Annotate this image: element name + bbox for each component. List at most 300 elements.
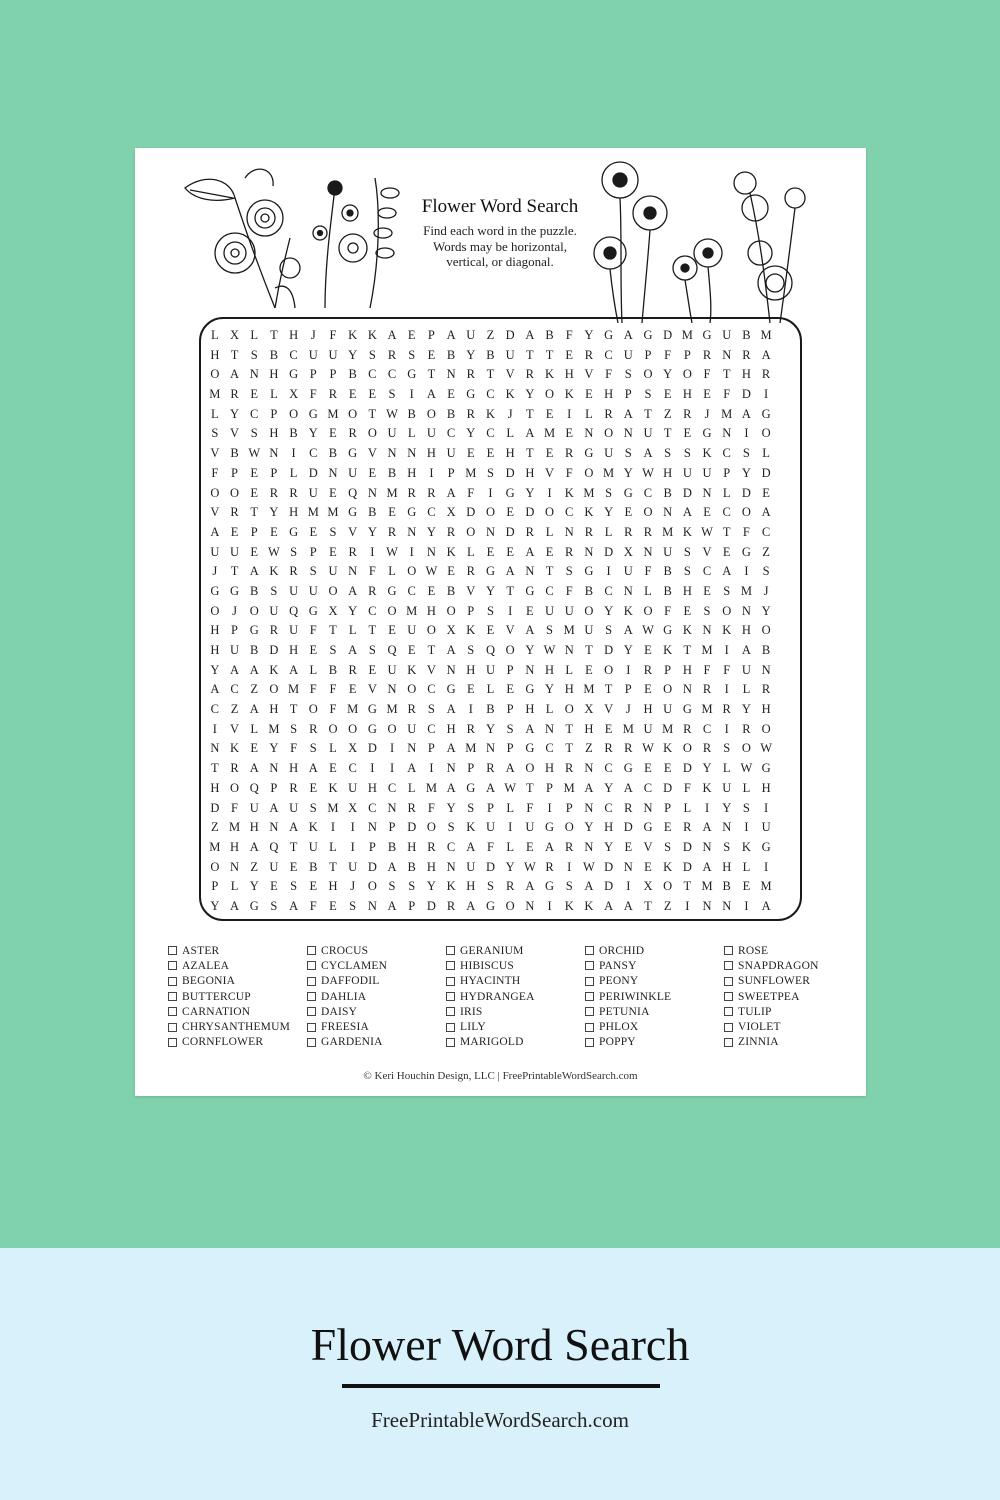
grid-letter[interactable]: E bbox=[466, 446, 475, 461]
grid-letter[interactable]: F bbox=[703, 367, 711, 382]
grid-letter[interactable]: Y bbox=[426, 879, 436, 894]
grid-letter[interactable]: E bbox=[486, 623, 495, 638]
grid-letter[interactable]: D bbox=[269, 643, 279, 657]
word-item[interactable] bbox=[307, 1004, 446, 1019]
grid-letter[interactable]: T bbox=[506, 583, 514, 598]
grid-letter[interactable]: B bbox=[722, 879, 731, 894]
grid-letter[interactable]: I bbox=[389, 761, 395, 776]
banner-url[interactable]: FreePrintableWordSearch.com bbox=[371, 1408, 629, 1432]
grid-letter[interactable]: G bbox=[485, 564, 495, 579]
grid-letter[interactable]: B bbox=[663, 485, 672, 500]
grid-letter[interactable]: N bbox=[545, 721, 555, 736]
grid-letter[interactable]: C bbox=[486, 426, 495, 441]
grid-letter[interactable]: J bbox=[232, 603, 237, 618]
grid-letter[interactable]: Y bbox=[722, 800, 732, 815]
grid-letter[interactable]: S bbox=[467, 800, 475, 815]
grid-letter[interactable]: E bbox=[624, 839, 633, 854]
grid-letter[interactable]: A bbox=[249, 761, 259, 776]
grid-letter[interactable]: G bbox=[702, 328, 712, 342]
grid-letter[interactable]: A bbox=[249, 839, 259, 854]
grid-letter[interactable]: O bbox=[407, 564, 417, 579]
grid-letter[interactable]: R bbox=[348, 544, 357, 559]
grid-letter[interactable]: A bbox=[289, 898, 299, 913]
grid-letter[interactable]: Y bbox=[466, 347, 476, 362]
grid-letter[interactable]: R bbox=[742, 347, 751, 362]
grid-letter[interactable]: R bbox=[328, 387, 338, 402]
grid-letter[interactable]: G bbox=[289, 367, 299, 382]
word-checkbox[interactable] bbox=[446, 961, 455, 970]
grid-letter[interactable]: G bbox=[210, 583, 220, 598]
grid-letter[interactable]: A bbox=[249, 662, 259, 677]
grid-letter[interactable]: I bbox=[567, 859, 572, 874]
grid-letter[interactable]: G bbox=[525, 741, 535, 756]
grid-letter[interactable]: E bbox=[506, 544, 514, 559]
grid-letter[interactable]: L bbox=[230, 879, 239, 894]
grid-letter[interactable]: H bbox=[269, 367, 279, 382]
grid-letter[interactable]: D bbox=[682, 761, 692, 776]
grid-letter[interactable]: K bbox=[564, 898, 574, 913]
grid-letter[interactable]: U bbox=[722, 328, 732, 342]
grid-letter[interactable]: A bbox=[525, 426, 535, 441]
grid-letter[interactable]: A bbox=[348, 583, 358, 598]
grid-letter[interactable]: N bbox=[387, 800, 397, 815]
grid-letter[interactable]: E bbox=[703, 583, 711, 598]
grid-letter[interactable]: C bbox=[604, 347, 613, 362]
grid-letter[interactable]: E bbox=[585, 662, 593, 677]
grid-letter[interactable]: W bbox=[543, 643, 556, 657]
grid-letter[interactable]: Z bbox=[663, 898, 672, 913]
word-item[interactable] bbox=[585, 989, 724, 1004]
grid-letter[interactable]: H bbox=[505, 446, 515, 461]
grid-letter[interactable]: P bbox=[211, 879, 219, 894]
grid-letter[interactable]: E bbox=[309, 643, 318, 657]
grid-letter[interactable]: H bbox=[741, 367, 751, 382]
grid-letter[interactable]: X bbox=[230, 328, 240, 342]
grid-letter[interactable]: K bbox=[446, 544, 456, 559]
grid-letter[interactable]: M bbox=[327, 800, 339, 815]
grid-letter[interactable]: L bbox=[407, 780, 416, 795]
grid-letter[interactable]: O bbox=[426, 623, 436, 638]
grid-letter[interactable]: O bbox=[584, 603, 594, 618]
grid-letter[interactable]: W bbox=[701, 524, 713, 539]
grid-letter[interactable]: F bbox=[329, 328, 337, 342]
grid-letter[interactable]: M bbox=[563, 780, 575, 795]
grid-letter[interactable]: R bbox=[584, 347, 594, 362]
grid-letter[interactable]: R bbox=[466, 367, 475, 382]
grid-letter[interactable]: V bbox=[230, 721, 240, 736]
grid-letter[interactable]: A bbox=[584, 879, 594, 894]
grid-letter[interactable]: I bbox=[409, 544, 414, 559]
grid-letter[interactable]: W bbox=[642, 741, 654, 756]
grid-letter[interactable]: L bbox=[506, 800, 514, 815]
word-checkbox[interactable] bbox=[724, 1038, 733, 1047]
grid-letter[interactable]: E bbox=[762, 485, 770, 500]
grid-letter[interactable]: B bbox=[269, 347, 279, 362]
grid-letter[interactable]: D bbox=[210, 800, 220, 815]
grid-letter[interactable]: G bbox=[466, 780, 476, 795]
grid-letter[interactable]: N bbox=[584, 800, 594, 815]
grid-letter[interactable]: P bbox=[664, 662, 672, 677]
grid-letter[interactable]: P bbox=[309, 544, 317, 559]
grid-letter[interactable]: O bbox=[643, 505, 653, 520]
grid-letter[interactable]: S bbox=[644, 387, 652, 402]
grid-letter[interactable]: O bbox=[682, 367, 692, 382]
grid-letter[interactable]: E bbox=[703, 505, 711, 520]
grid-letter[interactable]: A bbox=[308, 761, 318, 776]
grid-letter[interactable]: B bbox=[289, 426, 298, 441]
grid-letter[interactable]: H bbox=[426, 859, 436, 874]
grid-letter[interactable]: A bbox=[485, 780, 495, 795]
grid-letter[interactable]: F bbox=[309, 682, 317, 697]
grid-letter[interactable]: E bbox=[506, 505, 514, 520]
grid-letter[interactable]: L bbox=[644, 583, 652, 598]
grid-letter[interactable]: I bbox=[212, 721, 217, 736]
grid-letter[interactable]: M bbox=[760, 328, 772, 342]
grid-letter[interactable]: Z bbox=[230, 702, 239, 717]
grid-letter[interactable]: L bbox=[545, 524, 554, 539]
grid-letter[interactable]: Z bbox=[250, 859, 259, 874]
word-checkbox[interactable] bbox=[168, 1023, 177, 1032]
grid-letter[interactable]: B bbox=[486, 702, 495, 717]
word-checkbox[interactable] bbox=[585, 946, 594, 955]
grid-letter[interactable]: O bbox=[682, 741, 692, 756]
grid-letter[interactable]: D bbox=[741, 485, 751, 500]
grid-letter[interactable]: D bbox=[682, 485, 692, 500]
grid-letter[interactable]: P bbox=[644, 347, 652, 362]
grid-letter[interactable]: F bbox=[664, 603, 672, 618]
grid-letter[interactable]: H bbox=[761, 780, 771, 795]
grid-letter[interactable]: H bbox=[210, 643, 220, 657]
grid-letter[interactable]: R bbox=[348, 662, 357, 677]
grid-letter[interactable]: N bbox=[446, 367, 456, 382]
grid-letter[interactable]: X bbox=[289, 387, 299, 402]
grid-letter[interactable]: U bbox=[466, 328, 476, 342]
grid-letter[interactable]: A bbox=[761, 898, 771, 913]
grid-letter[interactable]: M bbox=[583, 682, 595, 697]
grid-letter[interactable]: L bbox=[762, 446, 770, 461]
grid-letter[interactable]: W bbox=[642, 623, 654, 638]
grid-letter[interactable]: K bbox=[407, 662, 417, 677]
grid-letter[interactable]: A bbox=[584, 780, 594, 795]
grid-letter[interactable]: O bbox=[348, 406, 358, 421]
grid-letter[interactable]: K bbox=[741, 839, 751, 854]
grid-letter[interactable]: N bbox=[525, 898, 535, 913]
grid-letter[interactable]: N bbox=[269, 820, 279, 835]
grid-letter[interactable]: B bbox=[309, 859, 318, 874]
grid-letter[interactable]: Y bbox=[584, 328, 594, 342]
grid-letter[interactable]: R bbox=[486, 761, 495, 776]
word-checkbox[interactable] bbox=[585, 977, 594, 986]
grid-letter[interactable]: Y bbox=[249, 879, 259, 894]
grid-letter[interactable]: K bbox=[663, 859, 673, 874]
grid-letter[interactable]: L bbox=[722, 485, 731, 500]
grid-letter[interactable]: Y bbox=[367, 524, 377, 539]
grid-letter[interactable]: L bbox=[545, 702, 554, 717]
grid-letter[interactable]: K bbox=[702, 446, 712, 461]
grid-letter[interactable]: S bbox=[447, 820, 455, 835]
grid-letter[interactable]: P bbox=[368, 839, 376, 854]
grid-letter[interactable]: H bbox=[269, 702, 279, 717]
grid-letter[interactable]: F bbox=[703, 662, 711, 677]
grid-letter[interactable]: E bbox=[526, 603, 534, 618]
grid-letter[interactable]: R bbox=[368, 583, 377, 598]
grid-letter[interactable]: G bbox=[407, 367, 417, 382]
grid-letter[interactable]: F bbox=[309, 387, 317, 402]
grid-letter[interactable]: O bbox=[426, 820, 436, 835]
grid-letter[interactable]: Y bbox=[525, 387, 535, 402]
grid-letter[interactable]: S bbox=[664, 446, 672, 461]
grid-letter[interactable]: V bbox=[348, 524, 358, 539]
grid-letter[interactable]: O bbox=[289, 406, 299, 421]
grid-letter[interactable]: H bbox=[289, 761, 299, 776]
grid-letter[interactable]: P bbox=[506, 741, 514, 756]
grid-letter[interactable]: P bbox=[506, 702, 514, 717]
grid-letter[interactable]: E bbox=[447, 387, 455, 402]
grid-letter[interactable]: Q bbox=[348, 485, 358, 500]
grid-letter[interactable]: B bbox=[250, 643, 259, 657]
grid-letter[interactable]: C bbox=[643, 780, 653, 795]
grid-letter[interactable]: N bbox=[407, 446, 417, 461]
grid-letter[interactable]: S bbox=[683, 446, 691, 461]
grid-letter[interactable]: O bbox=[761, 721, 771, 736]
grid-letter[interactable]: K bbox=[269, 564, 279, 579]
grid-letter[interactable]: S bbox=[388, 879, 396, 894]
grid-letter[interactable]: J bbox=[212, 564, 218, 579]
grid-letter[interactable]: G bbox=[682, 702, 692, 717]
grid-letter[interactable]: U bbox=[230, 544, 240, 559]
grid-letter[interactable]: P bbox=[683, 347, 691, 362]
grid-letter[interactable]: B bbox=[446, 406, 456, 421]
grid-letter[interactable]: R bbox=[289, 485, 298, 500]
grid-letter[interactable]: S bbox=[486, 603, 494, 618]
grid-letter[interactable]: F bbox=[644, 564, 652, 579]
word-checkbox[interactable] bbox=[724, 946, 733, 955]
grid-letter[interactable]: P bbox=[467, 603, 475, 618]
grid-letter[interactable]: R bbox=[624, 800, 633, 815]
grid-letter[interactable]: E bbox=[250, 741, 259, 756]
grid-letter[interactable]: H bbox=[584, 721, 594, 736]
grid-letter[interactable]: B bbox=[663, 564, 672, 579]
grid-letter[interactable]: Q bbox=[387, 643, 397, 657]
grid-letter[interactable]: D bbox=[604, 859, 614, 874]
word-item[interactable] bbox=[168, 958, 307, 973]
grid-letter[interactable]: R bbox=[466, 406, 475, 421]
grid-letter[interactable]: I bbox=[724, 682, 729, 697]
grid-letter[interactable]: M bbox=[327, 505, 339, 520]
grid-letter[interactable]: E bbox=[663, 387, 672, 402]
grid-letter[interactable]: S bbox=[683, 564, 691, 579]
grid-letter[interactable]: K bbox=[446, 879, 456, 894]
grid-letter[interactable]: R bbox=[683, 406, 692, 421]
grid-letter[interactable]: U bbox=[289, 583, 299, 598]
grid-letter[interactable]: E bbox=[663, 820, 672, 835]
grid-letter[interactable]: B bbox=[387, 839, 397, 854]
word-item[interactable] bbox=[585, 958, 724, 973]
grid-letter[interactable]: N bbox=[643, 544, 653, 559]
grid-letter[interactable]: E bbox=[565, 347, 574, 362]
grid-letter[interactable]: S bbox=[506, 721, 514, 736]
grid-letter[interactable]: U bbox=[249, 800, 259, 815]
grid-letter[interactable]: G bbox=[623, 761, 633, 776]
grid-letter[interactable]: V bbox=[230, 426, 240, 441]
grid-letter[interactable]: R bbox=[427, 839, 436, 854]
grid-letter[interactable]: T bbox=[565, 741, 574, 756]
grid-letter[interactable]: R bbox=[604, 406, 613, 421]
grid-letter[interactable]: N bbox=[741, 603, 751, 618]
grid-letter[interactable]: C bbox=[722, 505, 731, 520]
grid-letter[interactable]: P bbox=[565, 800, 573, 815]
grid-letter[interactable]: N bbox=[564, 524, 574, 539]
grid-letter[interactable]: I bbox=[508, 820, 513, 835]
grid-letter[interactable]: A bbox=[505, 564, 515, 579]
grid-letter[interactable]: A bbox=[525, 623, 535, 638]
grid-letter[interactable]: G bbox=[308, 603, 318, 618]
word-checkbox[interactable] bbox=[585, 1038, 594, 1047]
grid-letter[interactable]: R bbox=[624, 741, 633, 756]
grid-letter[interactable]: O bbox=[604, 426, 614, 441]
grid-letter[interactable]: K bbox=[663, 643, 673, 657]
grid-letter[interactable]: P bbox=[427, 741, 435, 756]
grid-letter[interactable]: O bbox=[210, 603, 220, 618]
word-item[interactable] bbox=[724, 958, 863, 973]
grid-letter[interactable]: E bbox=[407, 328, 416, 342]
grid-letter[interactable]: M bbox=[347, 702, 359, 717]
grid-letter[interactable]: B bbox=[742, 328, 751, 342]
word-item[interactable] bbox=[307, 943, 446, 958]
grid-letter[interactable]: I bbox=[724, 643, 729, 657]
grid-letter[interactable]: R bbox=[230, 505, 239, 520]
grid-letter[interactable]: Y bbox=[348, 347, 358, 362]
grid-letter[interactable]: D bbox=[505, 328, 515, 342]
grid-letter[interactable]: K bbox=[466, 820, 476, 835]
grid-letter[interactable]: N bbox=[485, 524, 495, 539]
grid-letter[interactable]: B bbox=[328, 446, 338, 461]
grid-letter[interactable]: W bbox=[425, 564, 438, 579]
grid-letter[interactable]: S bbox=[486, 465, 494, 480]
grid-letter[interactable]: E bbox=[683, 603, 692, 618]
grid-letter[interactable]: S bbox=[703, 603, 711, 618]
grid-letter[interactable]: C bbox=[545, 583, 554, 598]
grid-letter[interactable]: M bbox=[209, 839, 221, 854]
word-item[interactable] bbox=[446, 1019, 585, 1034]
grid-letter[interactable]: O bbox=[485, 505, 495, 520]
grid-letter[interactable]: H bbox=[722, 859, 732, 874]
grid-letter[interactable]: T bbox=[644, 898, 652, 913]
grid-letter[interactable]: G bbox=[761, 761, 771, 776]
grid-letter[interactable]: X bbox=[584, 702, 594, 717]
grid-letter[interactable]: O bbox=[564, 702, 574, 717]
grid-letter[interactable]: U bbox=[230, 643, 240, 657]
grid-letter[interactable]: C bbox=[230, 682, 239, 697]
grid-letter[interactable]: P bbox=[546, 780, 553, 795]
grid-letter[interactable]: L bbox=[407, 426, 416, 441]
grid-letter[interactable]: R bbox=[289, 564, 298, 579]
grid-letter[interactable]: O bbox=[387, 721, 397, 736]
grid-letter[interactable]: C bbox=[348, 761, 357, 776]
grid-letter[interactable]: O bbox=[604, 662, 614, 677]
grid-letter[interactable]: E bbox=[329, 426, 337, 441]
grid-letter[interactable]: D bbox=[525, 505, 535, 520]
grid-letter[interactable]: R bbox=[466, 721, 475, 736]
grid-letter[interactable]: P bbox=[723, 465, 731, 480]
grid-letter[interactable]: N bbox=[623, 426, 633, 441]
grid-letter[interactable]: D bbox=[505, 524, 515, 539]
word-checkbox[interactable] bbox=[446, 977, 455, 986]
grid-letter[interactable]: H bbox=[564, 367, 574, 382]
grid-letter[interactable]: W bbox=[760, 741, 772, 756]
grid-letter[interactable]: Y bbox=[545, 682, 555, 697]
grid-letter[interactable]: S bbox=[565, 879, 573, 894]
grid-letter[interactable]: B bbox=[250, 583, 259, 598]
grid-letter[interactable]: Q bbox=[269, 839, 279, 854]
grid-letter[interactable]: C bbox=[289, 347, 298, 362]
grid-letter[interactable]: S bbox=[388, 387, 396, 402]
grid-letter[interactable]: R bbox=[624, 524, 633, 539]
grid-letter[interactable]: F bbox=[309, 623, 317, 638]
grid-letter[interactable]: U bbox=[328, 564, 338, 579]
grid-letter[interactable]: V bbox=[643, 839, 653, 854]
grid-letter[interactable]: U bbox=[328, 347, 338, 362]
grid-letter[interactable]: A bbox=[387, 859, 397, 874]
grid-letter[interactable]: I bbox=[704, 800, 710, 815]
grid-letter[interactable]: O bbox=[466, 524, 476, 539]
grid-letter[interactable]: O bbox=[210, 859, 220, 874]
grid-letter[interactable]: U bbox=[426, 426, 436, 441]
grid-letter[interactable]: S bbox=[605, 623, 613, 638]
grid-letter[interactable]: G bbox=[387, 583, 397, 598]
grid-letter[interactable]: B bbox=[486, 347, 495, 362]
grid-letter[interactable]: R bbox=[565, 446, 574, 461]
grid-letter[interactable]: I bbox=[744, 426, 749, 441]
grid-letter[interactable]: Y bbox=[741, 465, 751, 480]
grid-letter[interactable]: Y bbox=[308, 426, 318, 441]
grid-letter[interactable]: G bbox=[761, 839, 771, 854]
grid-letter[interactable]: E bbox=[368, 662, 377, 677]
grid-letter[interactable]: U bbox=[623, 564, 633, 579]
grid-letter[interactable]: M bbox=[268, 721, 280, 736]
grid-letter[interactable]: Y bbox=[269, 505, 279, 520]
grid-letter[interactable]: C bbox=[446, 426, 456, 441]
grid-letter[interactable]: L bbox=[742, 780, 751, 795]
word-item[interactable] bbox=[168, 989, 307, 1004]
grid-letter[interactable]: Y bbox=[210, 898, 220, 913]
grid-letter[interactable]: S bbox=[270, 898, 278, 913]
grid-letter[interactable]: Y bbox=[604, 839, 614, 854]
grid-letter[interactable]: T bbox=[565, 721, 574, 736]
grid-letter[interactable]: R bbox=[348, 426, 357, 441]
grid-letter[interactable]: O bbox=[584, 465, 594, 480]
grid-letter[interactable]: M bbox=[209, 387, 221, 402]
grid-letter[interactable]: O bbox=[210, 367, 220, 382]
grid-letter[interactable]: A bbox=[466, 898, 476, 913]
grid-letter[interactable]: F bbox=[683, 780, 691, 795]
grid-letter[interactable]: N bbox=[367, 820, 377, 835]
grid-letter[interactable]: I bbox=[547, 898, 552, 913]
grid-letter[interactable]: S bbox=[290, 721, 298, 736]
grid-letter[interactable]: D bbox=[367, 741, 377, 756]
word-checkbox[interactable] bbox=[446, 946, 455, 955]
word-item[interactable] bbox=[724, 1019, 863, 1034]
grid-letter[interactable]: T bbox=[526, 347, 534, 362]
grid-letter[interactable]: I bbox=[468, 702, 473, 717]
grid-letter[interactable]: R bbox=[761, 367, 771, 382]
grid-letter[interactable]: E bbox=[526, 839, 534, 854]
grid-letter[interactable]: B bbox=[230, 446, 239, 461]
grid-letter[interactable]: E bbox=[644, 859, 652, 874]
grid-letter[interactable]: M bbox=[701, 879, 713, 894]
grid-letter[interactable]: Y bbox=[604, 505, 614, 520]
grid-letter[interactable]: S bbox=[309, 741, 317, 756]
